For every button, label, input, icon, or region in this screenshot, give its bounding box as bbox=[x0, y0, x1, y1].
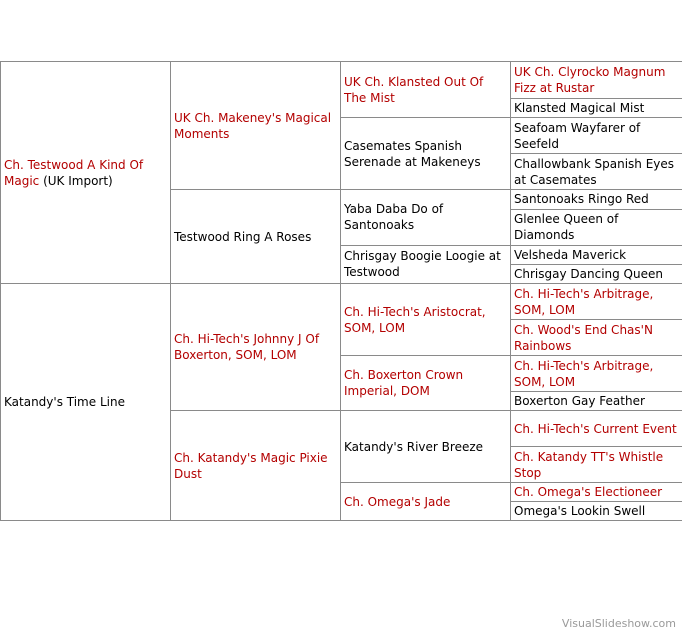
dam-dam-sire-cell: Katandy's River Breeze bbox=[341, 411, 511, 483]
sire-sire-cell: UK Ch. Makeney's Magical Moments bbox=[171, 62, 341, 190]
sds-sire-cell: Santonoaks Ringo Red bbox=[511, 190, 682, 209]
sire-import-note: (UK Import) bbox=[39, 173, 113, 188]
sss-dam-cell: Klansted Magical Mist bbox=[511, 99, 682, 118]
sss-sire-cell: UK Ch. Clyrocko Magnum Fizz at Rustar bbox=[511, 62, 682, 99]
sdd-sire-cell: Velsheda Maverick bbox=[511, 245, 682, 264]
pedigree-table bbox=[0, 61, 682, 521]
ddd-sire-cell: Ch. Omega's Electioneer bbox=[511, 483, 682, 502]
watermark: VisualSlideshow.com bbox=[561, 617, 676, 630]
dam-sire-cell: Ch. Hi-Tech's Johnny J Of Boxerton, SOM, LOM bbox=[171, 284, 341, 411]
sds-dam-cell: Glenlee Queen of Diamonds bbox=[511, 209, 682, 245]
dss-sire-cell: Ch. Hi-Tech's Arbitrage, SOM, LOM bbox=[511, 284, 682, 320]
sire-cell bbox=[1, 62, 171, 284]
sire-dam-sire-cell: Yaba Daba Do of Santonoaks bbox=[341, 190, 511, 245]
dam-sire-sire-cell: Ch. Hi-Tech's Aristocrat, SOM, LOM bbox=[341, 284, 511, 356]
ddd-dam-cell: Omega's Lookin Swell bbox=[511, 502, 682, 521]
sire-dam-dam-cell: Chrisgay Boogie Loogie at Testwood bbox=[341, 245, 511, 283]
dds-dam-cell: Ch. Katandy TT's Whistle Stop bbox=[511, 447, 682, 483]
sire-sire-sire-cell: UK Ch. Klansted Out Of The Mist bbox=[341, 62, 511, 118]
sdd-dam-cell: Chrisgay Dancing Queen bbox=[511, 265, 682, 284]
dam-cell: Katandy's Time Line bbox=[1, 284, 171, 521]
dam-sire-dam-cell: Ch. Boxerton Crown Imperial, DOM bbox=[341, 356, 511, 411]
dam-dam-cell: Ch. Katandy's Magic Pixie Dust bbox=[171, 411, 341, 521]
dsd-dam-cell: Boxerton Gay Feather bbox=[511, 392, 682, 411]
sire-sire-dam-cell: Casemates Spanish Serenade at Makeneys bbox=[341, 118, 511, 190]
sire-name: Ch. Testwood A Kind Of Magic bbox=[4, 157, 144, 188]
sire-dam-cell: Testwood Ring A Roses bbox=[171, 190, 341, 284]
dss-dam-cell: Ch. Wood's End Chas'N Rainbows bbox=[511, 320, 682, 356]
dsd-sire-cell: Ch. Hi-Tech's Arbitrage, SOM, LOM bbox=[511, 356, 682, 392]
dds-sire-cell: Ch. Hi-Tech's Current Event bbox=[511, 411, 682, 447]
ssd-sire-cell: Seafoam Wayfarer of Seefeld bbox=[511, 118, 682, 154]
ssd-dam-cell: Challowbank Spanish Eyes at Casemates bbox=[511, 154, 682, 190]
dam-dam-dam-cell: Ch. Omega's Jade bbox=[341, 483, 511, 521]
